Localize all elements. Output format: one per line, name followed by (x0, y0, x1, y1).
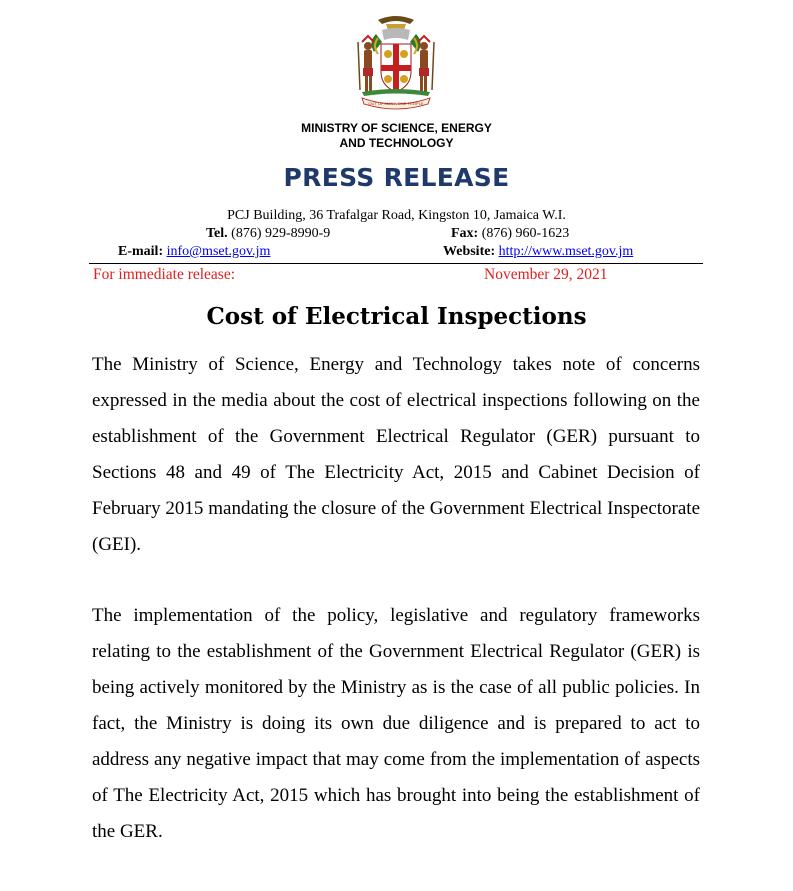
coat-of-arms-emblem (348, 12, 444, 112)
tel-label: Tel. (206, 226, 228, 241)
body-paragraph-1: The Ministry of Science, Energy and Technology takes note of concerns expressed in the media about the cost of electrical inspections following on the establishment of the Government Electrical Regulator (GER) pursuant to Sections 48 and 49 of The Electricity Act, 2015 and Cabinet Decision of February 2015 mandating the closure of the Government Electrical Inspectorate (GEI). (92, 354, 700, 555)
header-divider (89, 263, 703, 264)
fax-value: (876) 960-1623 (481, 226, 570, 241)
fax-line (451, 226, 569, 242)
website-label: Website: (443, 244, 496, 259)
body-paragraph-2: The implementation of the policy, legislative and regulatory frameworks relating to the establishment of the Government Electrical Regulator (GER) is being actively monitored by the Ministry as is the case of all public policies. In fact, the Ministry is doing its own due diligence and is prepared to act to address any negative impact that may come from the implementation of aspects of The Electricity Act, 2015 which has brought into being the establishment of the GER. (92, 605, 700, 842)
website-link[interactable]: http://www.mset.gov.jm (498, 244, 634, 259)
email-label: E-mail: (118, 244, 164, 259)
release-date: November 29, 2021 (484, 266, 608, 283)
press-release-heading: PRESS RELEASE (283, 163, 510, 192)
fax-label: Fax: (451, 226, 479, 241)
release-label: For immediate release: (93, 266, 236, 283)
document-title: Cost of Electrical Inspections (206, 303, 587, 330)
tel-value: (876) 929-8990-9 (231, 226, 331, 241)
ministry-line-1: MINISTRY OF SCIENCE, ENERGY (301, 121, 492, 135)
ministry-line-2: AND TECHNOLOGY (339, 135, 454, 150)
email-line (118, 244, 270, 260)
ministry-name (0, 121, 793, 150)
emblem-motto: OUT OF MANY, ONE PEOPLE (368, 101, 424, 106)
website-line (443, 244, 633, 260)
tel-line (206, 226, 330, 242)
ministry-address: PCJ Building, 36 Trafalgar Road, Kingston 10, Jamaica W.I. (227, 208, 566, 223)
email-link[interactable]: info@mset.gov.jm (166, 244, 271, 259)
